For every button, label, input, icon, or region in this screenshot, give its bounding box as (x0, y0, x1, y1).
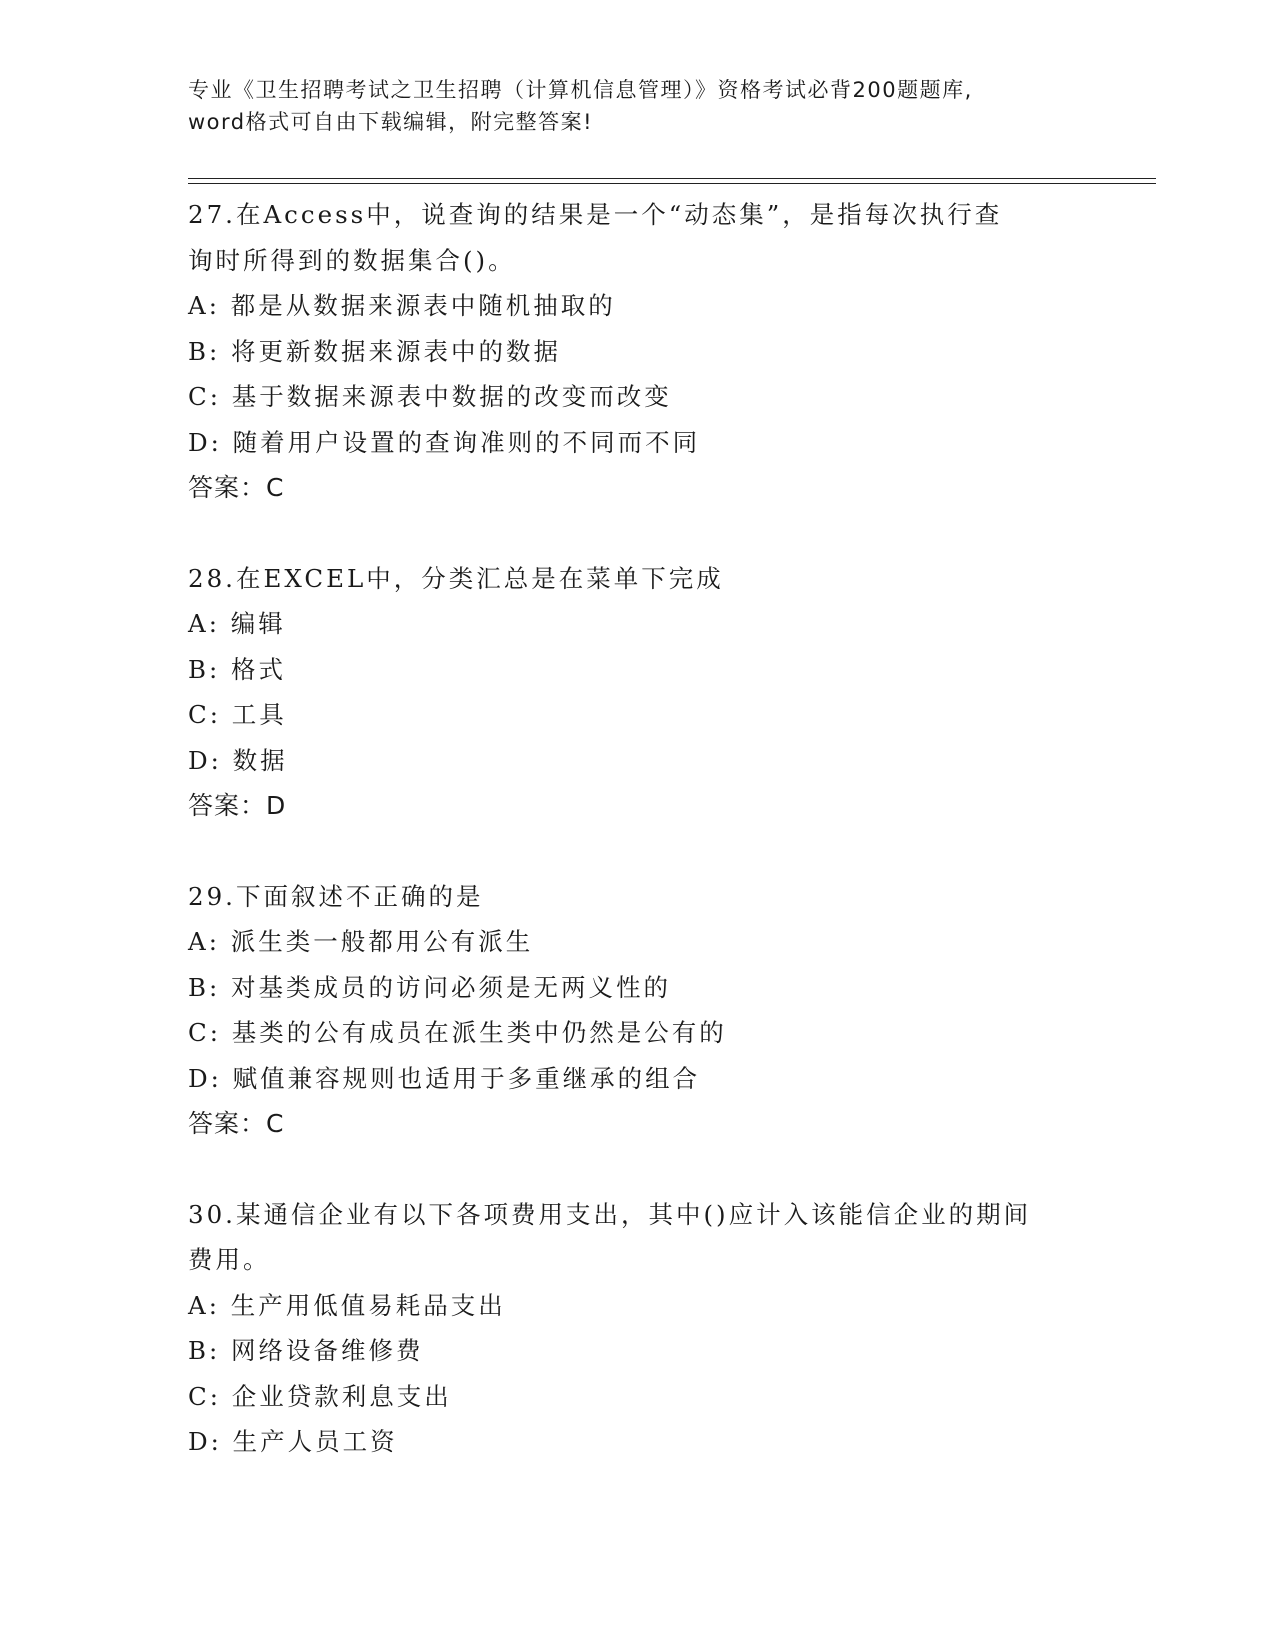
question-28 (188, 556, 1088, 829)
option-a: A: 编辑 (188, 609, 286, 638)
question-stem-line: 27.在Access中，说查询的结果是一个“动态集”，是指每次执行查 (188, 200, 1003, 229)
header-divider-top (188, 178, 1156, 179)
question-stem-line: 询时所得到的数据集合()。 (188, 245, 516, 275)
option-d: D: 随着用户设置的查询准则的不同而不同 (188, 427, 701, 457)
answer-line: 答案：D (188, 791, 287, 820)
option-b: B: 网络设备维修费 (188, 1336, 424, 1365)
option-c: C: 企业贷款利息支出 (188, 1381, 452, 1411)
option-a: A: 都是从数据来源表中随机抽取的 (188, 291, 616, 320)
question-stem-line: 28.在EXCEL中，分类汇总是在菜单下完成 (188, 563, 724, 593)
option-c: C: 工具 (188, 700, 287, 729)
option-b: B: 对基类成员的访问必须是无两义性的 (188, 972, 672, 1002)
answer-line: 答案：C (188, 1109, 285, 1138)
question-27 (188, 192, 1088, 511)
option-b: B: 将更新数据来源表中的数据 (188, 336, 562, 366)
option-d: D: 赋值兼容规则也适用于多重继承的组合 (188, 1063, 701, 1093)
option-d: D: 生产人员工资 (188, 1427, 398, 1456)
answer-line: 答案：C (188, 473, 285, 502)
option-c: C: 基类的公有成员在派生类中仍然是公有的 (188, 1018, 727, 1047)
option-c: C: 基于数据来源表中数据的改变而改变 (188, 382, 672, 411)
header-line-1: 专业《卫生招聘考试之卫生招聘（计算机信息管理）》资格考试必背200题题库, (188, 78, 973, 102)
header-divider-bottom (188, 183, 1156, 184)
option-b: B: 格式 (188, 654, 287, 684)
document-header (188, 74, 1088, 138)
question-stem-line: 29.下面叙述不正确的是 (188, 881, 484, 911)
question-list (188, 192, 1088, 1510)
header-line-2: word格式可自由下载编辑，附完整答案! (188, 110, 594, 134)
option-a: A: 派生类一般都用公有派生 (188, 927, 534, 956)
question-30 (188, 1192, 1088, 1465)
question-stem-line: 费用。 (188, 1245, 271, 1274)
question-29 (188, 874, 1088, 1147)
question-stem-line: 30.某通信企业有以下各项费用支出，其中()应计入该能信企业的期间 (188, 1199, 1032, 1229)
option-a: A: 生产用低值易耗品支出 (188, 1290, 506, 1320)
option-d: D: 数据 (188, 745, 288, 775)
